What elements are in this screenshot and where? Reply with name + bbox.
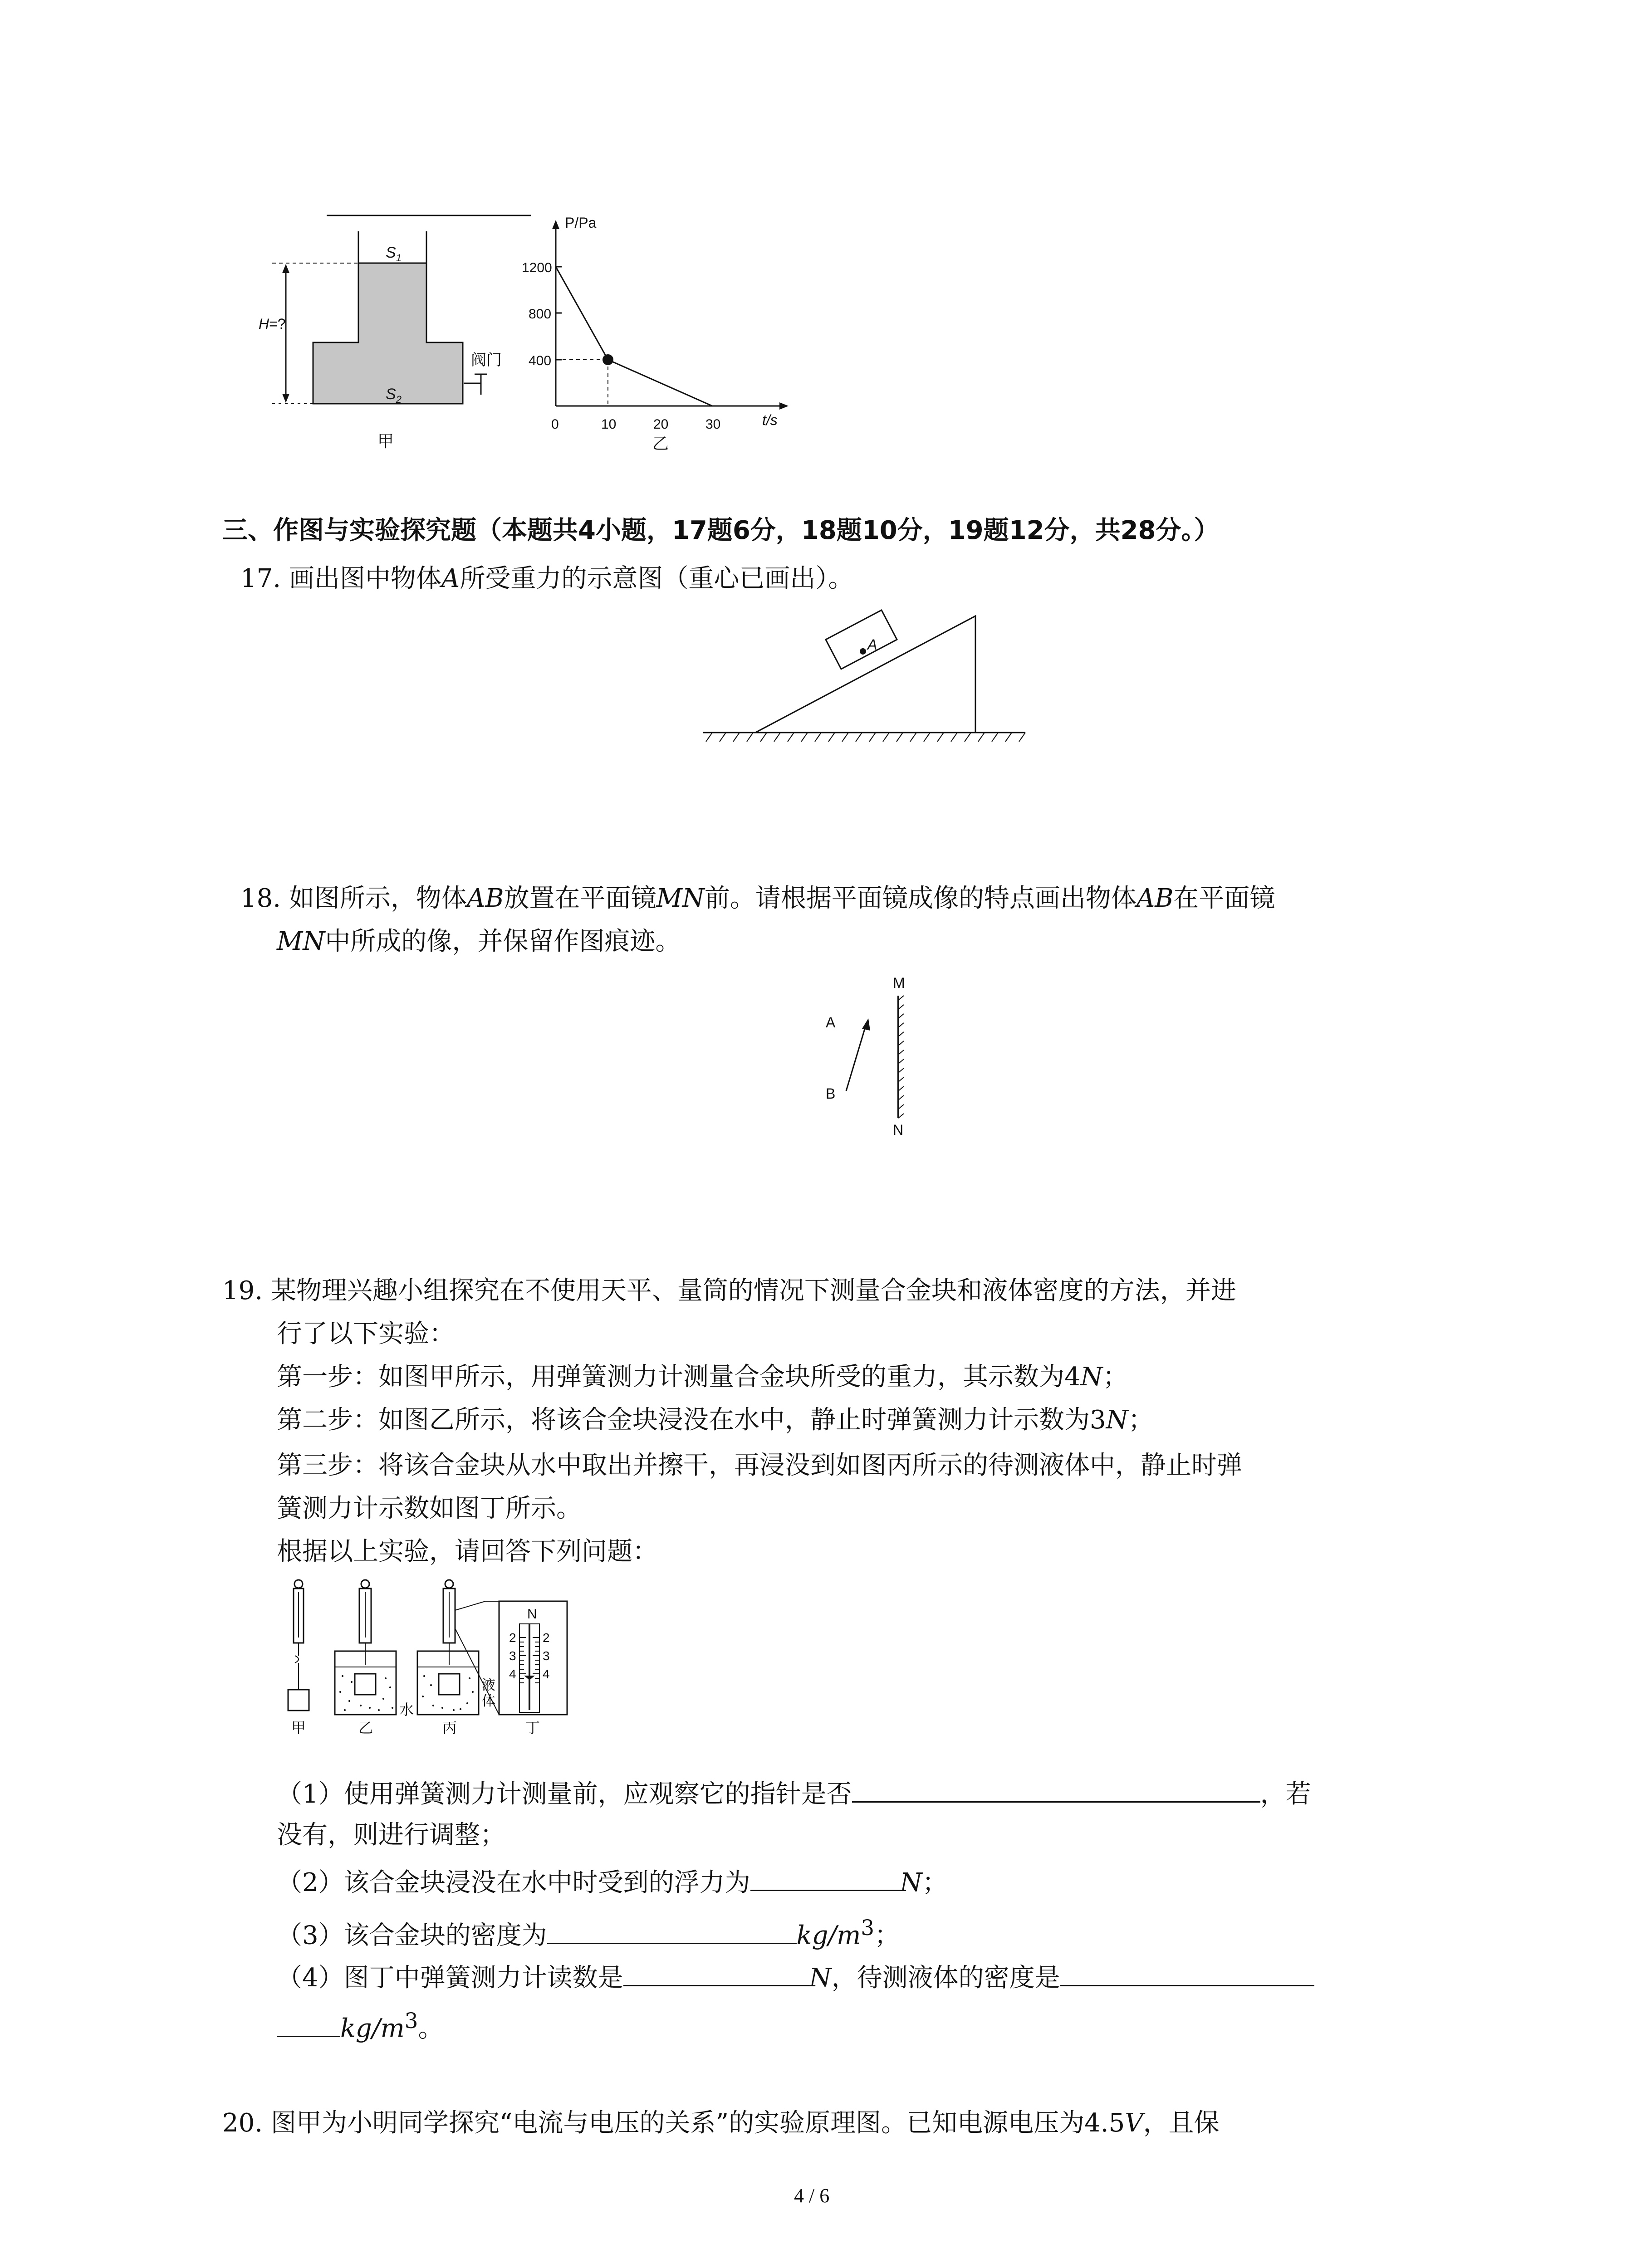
question-number: 20. xyxy=(222,2108,263,2138)
answer-blank-1[interactable] xyxy=(852,1776,1260,1803)
question-19: 19. 某物理兴趣小组探究在不使用天平、量筒的情况下测量合金块和液体密度的方法，并进 xyxy=(222,1276,1236,1305)
svg-text:4: 4 xyxy=(543,1667,550,1681)
q19-sub4-cont: $kg/m^3$。 xyxy=(277,2005,443,2045)
scale-yi xyxy=(335,1580,414,1736)
x-tick: 30 xyxy=(705,417,721,432)
mirror-m-label: M xyxy=(893,975,905,991)
q19-prompt: 根据以上实验，请回答下列问题： xyxy=(277,1537,658,1566)
x-axis-label: t/s xyxy=(762,412,778,428)
svg-text:2: 2 xyxy=(543,1631,550,1645)
scale-ding-zoom xyxy=(499,1601,567,1736)
x-tick: 20 xyxy=(653,417,669,432)
q19-step1: 第一步：如图甲所示，用弹簧测力计测量合金块所受的重力，其示数为4N； xyxy=(277,1362,1128,1392)
label-bing: 丙 xyxy=(442,1720,457,1736)
svg-text:S2: $S_2$ xyxy=(386,386,402,405)
q19-sub2: （2）该合金块浸没在水中时受到的浮力为 N； xyxy=(277,1864,948,1899)
q19-step3: 第三步：将该合金块从水中取出并擦干，再浸没到如图丙所示的待测液体中，静止时弹 xyxy=(277,1451,1242,1480)
y-tick: 800 xyxy=(529,307,552,322)
q19-sub3: （3）该合金块的密度为 $kg/m^3$； xyxy=(277,1916,900,1950)
caption-jia: 甲 xyxy=(377,432,394,450)
scale-bing xyxy=(417,1580,495,1736)
label-newton: N xyxy=(527,1607,537,1622)
label-yi: 乙 xyxy=(358,1720,373,1736)
question-18: 18. 如图所示，物体AB放置在平面镜MN前。请根据平面镜成像的特点画出物体AB在平面镜 xyxy=(240,884,1275,913)
q19-sub4: （4）图丁中弹簧测力计读数是 N，待测液体的密度是 xyxy=(277,1960,1314,1994)
svg-text:3: 3 xyxy=(543,1649,550,1663)
s1-label: S xyxy=(386,244,396,261)
svg-text:3: 3 xyxy=(509,1649,516,1663)
block-a xyxy=(826,610,897,669)
incline-diagram xyxy=(703,608,1039,753)
block-label: A xyxy=(867,636,877,653)
label-ding: 丁 xyxy=(525,1720,540,1736)
question-number: 18. xyxy=(240,884,281,913)
valve-icon xyxy=(464,374,487,395)
answer-blank-3[interactable] xyxy=(547,1917,797,1944)
svg-text:H=?: H=? xyxy=(259,316,286,332)
q19-sub1: （1）使用弹簧测力计测量前，应观察它的指针是否 ，若 xyxy=(277,1776,1311,1811)
point-a-label: A xyxy=(826,1014,836,1031)
center-of-gravity-dot xyxy=(860,648,866,655)
q19-step2: 第二步：如图乙所示，将该合金块浸没在水中，静止时弹簧测力计示数为3N； xyxy=(277,1405,1154,1435)
h-label: H xyxy=(259,316,269,332)
question-number: 19. xyxy=(222,1276,263,1305)
y-axis-label: P/Pa xyxy=(565,215,597,231)
spring-scale-diagram xyxy=(277,1579,622,1751)
svg-text:2: 2 xyxy=(509,1631,516,1645)
svg-text:P/Pa xyxy=(565,215,597,231)
answer-blank-4[interactable] xyxy=(623,1960,809,1986)
question-20: 20. 图甲为小明同学探究“电流与电压的关系”的实验原理图。已知电源电压为4.5V，且保 xyxy=(222,2108,1220,2138)
section-title: 三、作图与实验探究题（本题共4小题，17题6分，18题10分，19题12分，共28分。） xyxy=(222,516,1220,545)
label-liquid-2: 体 xyxy=(482,1694,495,1709)
container-diagram xyxy=(259,231,502,450)
answer-blank-5[interactable] xyxy=(1060,1960,1314,1986)
page-number: 4 / 6 xyxy=(794,2185,830,2207)
question-18-line2: MN中所成的像，并保留作图痕迹。 xyxy=(277,927,681,956)
x-tick: 10 xyxy=(601,417,617,432)
q19-line2: 行了以下实验： xyxy=(277,1319,455,1349)
label-liquid-1: 液 xyxy=(482,1678,495,1693)
question-number: 17. xyxy=(240,564,281,593)
y-tick: 400 xyxy=(529,353,552,368)
label-jia: 甲 xyxy=(291,1720,306,1736)
answer-blank-5-cont[interactable] xyxy=(277,2010,340,2037)
figure-16 xyxy=(254,200,817,472)
object-ab-arrow xyxy=(846,1023,867,1091)
mirror-n-label: N xyxy=(893,1122,904,1138)
y-tick: 1200 xyxy=(522,260,552,275)
label-water: 水 xyxy=(399,1701,414,1718)
svg-text:S1: $S_1$ xyxy=(386,244,402,264)
pressure-time-graph xyxy=(522,215,789,453)
svg-text:4: 4 xyxy=(509,1667,516,1681)
x-tick: 0 xyxy=(551,417,559,432)
s2-label: S xyxy=(386,386,396,403)
valve-label: 阀门 xyxy=(471,352,502,369)
scale-jia xyxy=(288,1580,309,1736)
q19-sub1-cont: 没有，则进行调整； xyxy=(277,1820,505,1850)
question-17: 17. 画出图中物体A所受重力的示意图（重心已画出）。 xyxy=(240,564,854,593)
caption-yi: 乙 xyxy=(652,434,669,453)
mirror-diagram xyxy=(808,971,944,1143)
point-b-label: B xyxy=(826,1085,836,1102)
answer-blank-2[interactable] xyxy=(750,1864,900,1891)
q19-step3-cont: 簧测力计示数如图丁所示。 xyxy=(277,1494,582,1523)
